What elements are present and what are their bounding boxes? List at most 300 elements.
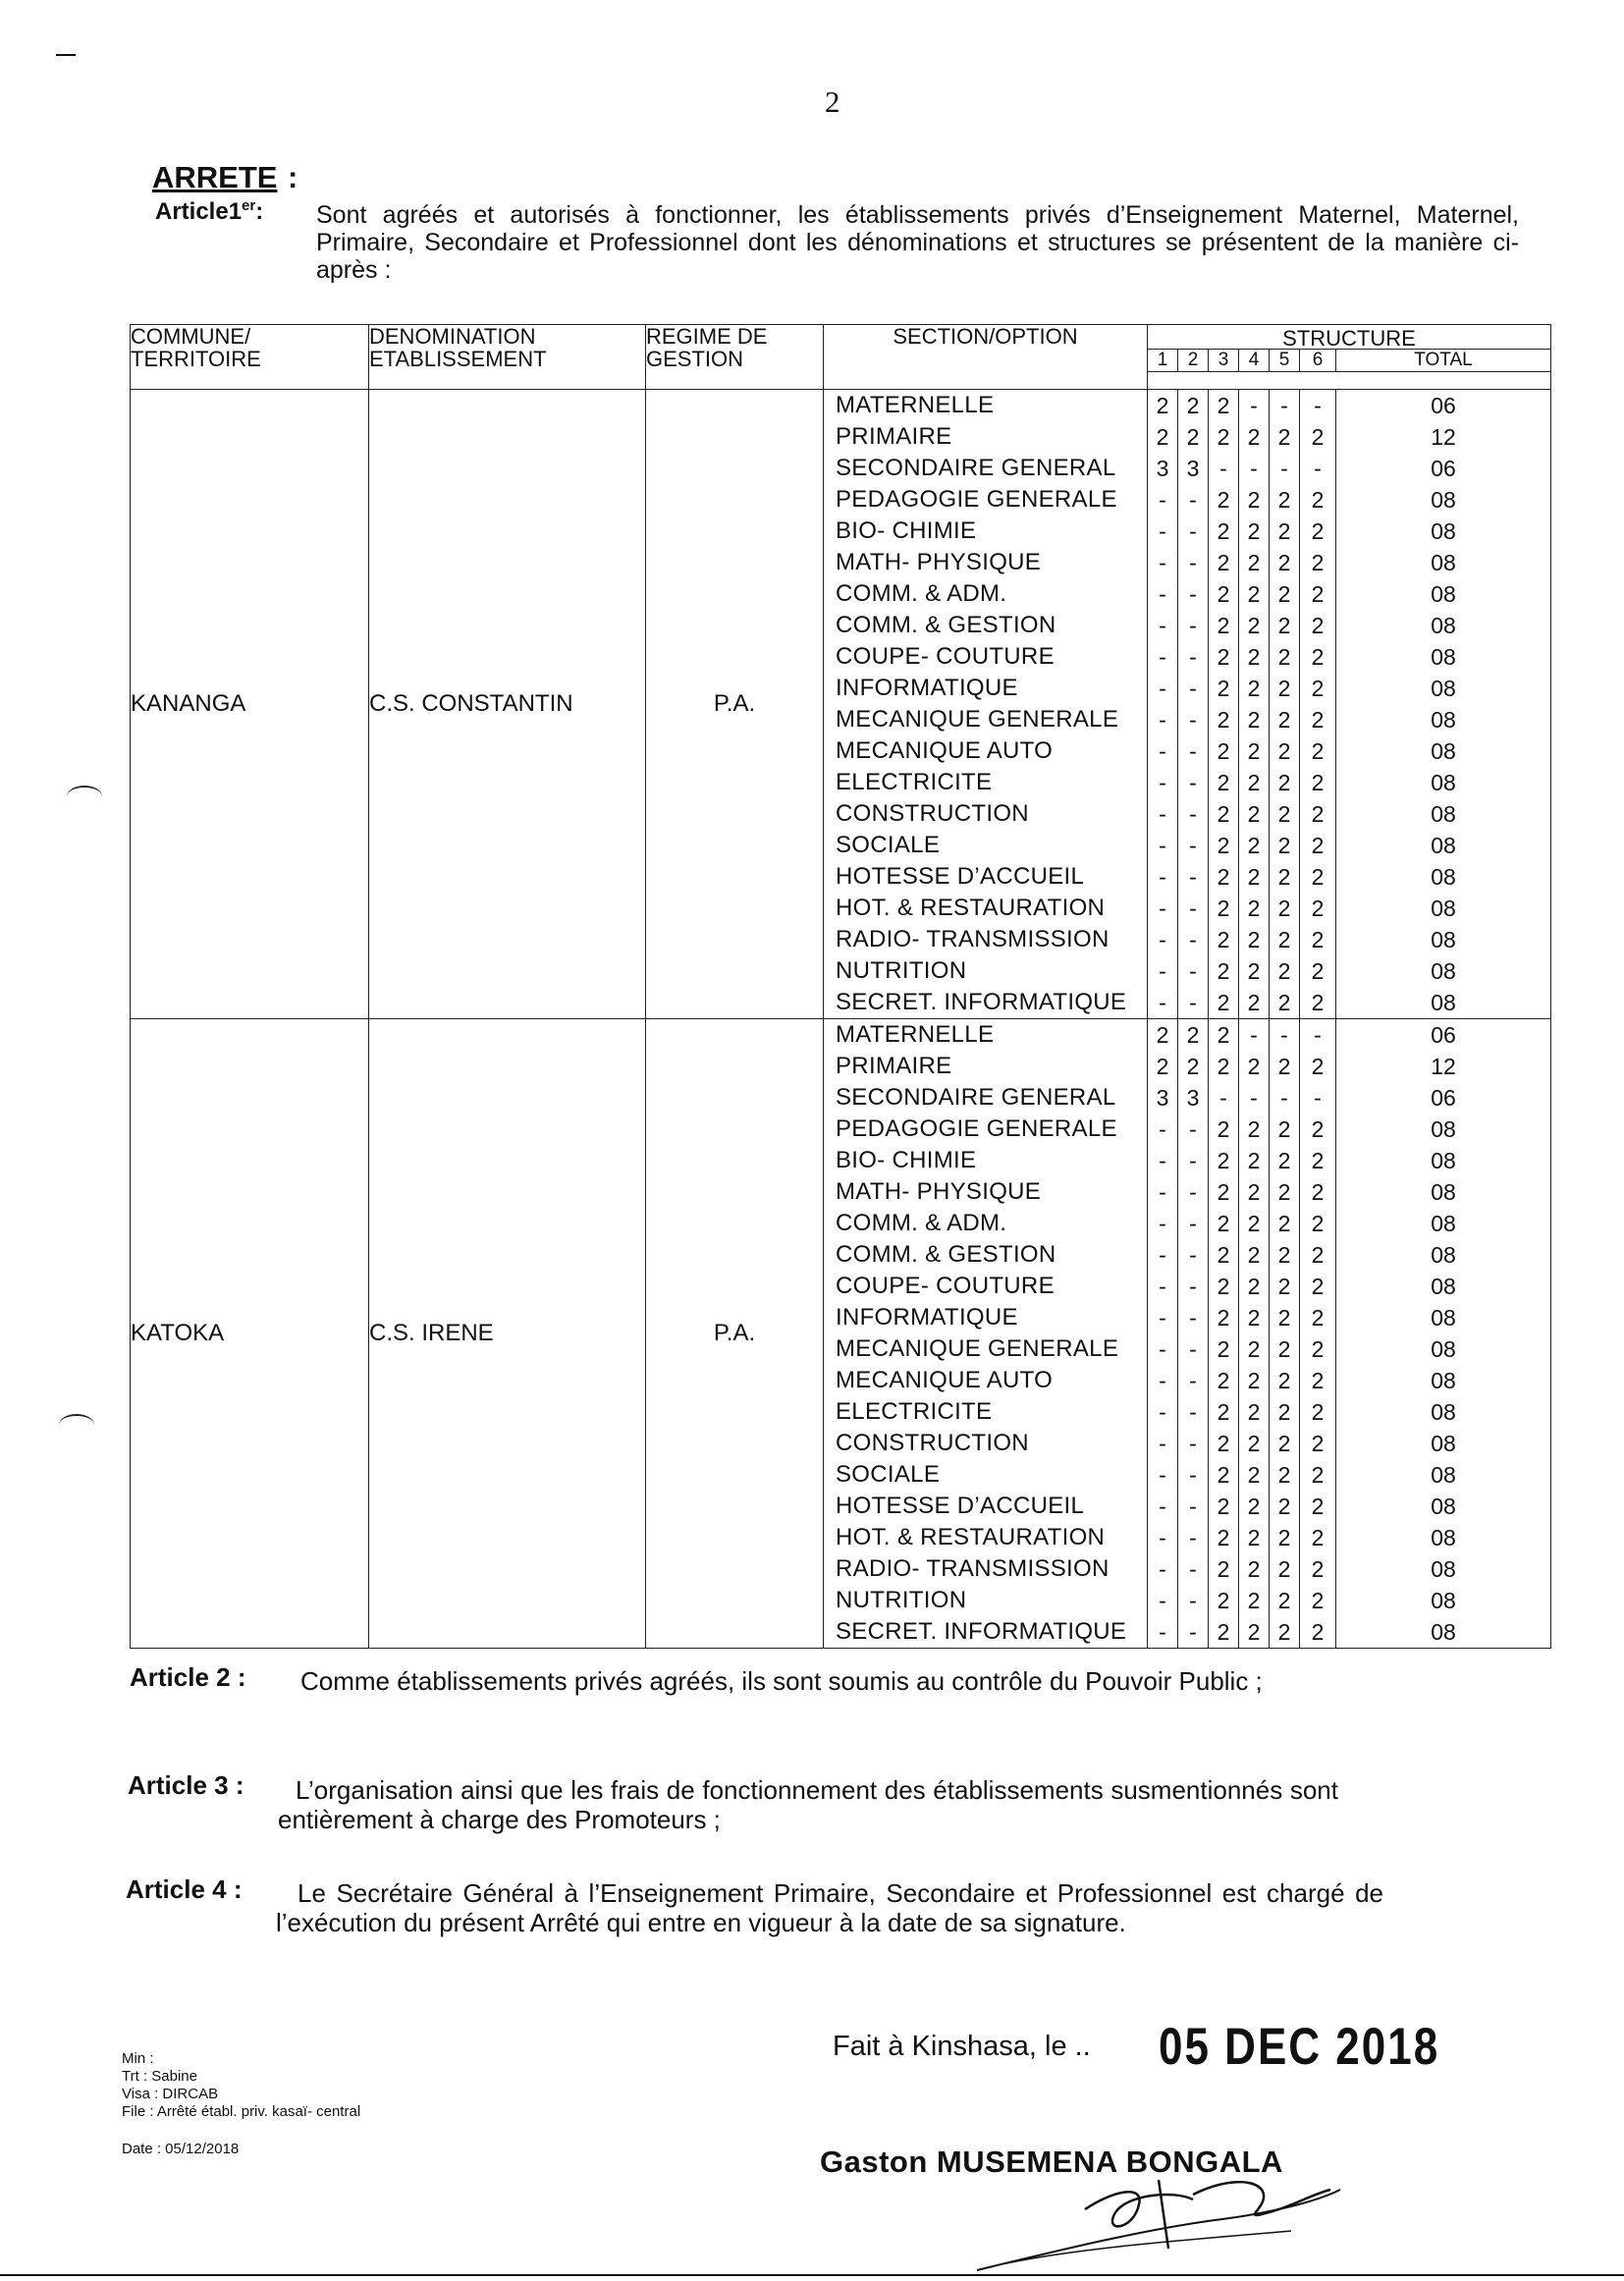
structure-row bbox=[1148, 1145, 1550, 1176]
section-option: SECONDAIRE GENERAL bbox=[836, 455, 1116, 481]
structure-value: 2 bbox=[1270, 1145, 1300, 1176]
section-option: COUPE- COUTURE bbox=[836, 1273, 1055, 1299]
structure-total: 08 bbox=[1431, 1242, 1456, 1268]
section-option: CONSTRUCTION bbox=[836, 800, 1029, 827]
structure-total: 08 bbox=[1431, 770, 1456, 795]
structure-value: 2 bbox=[1209, 578, 1239, 610]
structure-row bbox=[1148, 1302, 1550, 1333]
structure-value: - bbox=[1178, 516, 1209, 547]
structure-value: 3 bbox=[1178, 453, 1209, 484]
structure-col-total: TOTAL bbox=[1414, 350, 1473, 370]
structure-value: 2 bbox=[1300, 673, 1336, 704]
structure-value: 2 bbox=[1239, 1145, 1270, 1176]
structure-value: 2 bbox=[1239, 516, 1270, 547]
structure-row bbox=[1148, 704, 1550, 735]
structure-value: 2 bbox=[1300, 1208, 1336, 1239]
structure-value: 2 bbox=[1209, 390, 1239, 421]
establishment-row bbox=[131, 390, 1551, 1019]
structure-row bbox=[1148, 735, 1550, 767]
structure-value: - bbox=[1148, 484, 1178, 516]
structure-value: - bbox=[1148, 987, 1178, 1018]
article4-label: Article 4 : bbox=[126, 1874, 243, 1904]
structure-col-2: 2 bbox=[1178, 350, 1209, 371]
regime-cell: P.A. bbox=[646, 390, 824, 1019]
structure-value: 2 bbox=[1239, 578, 1270, 610]
structure-total: 08 bbox=[1431, 1274, 1456, 1299]
structure-value: 2 bbox=[1209, 830, 1239, 861]
structure-value: - bbox=[1148, 1271, 1178, 1302]
structure-value: 2 bbox=[1209, 1271, 1239, 1302]
structure-value: - bbox=[1178, 1522, 1209, 1553]
structure-row bbox=[1148, 641, 1550, 673]
structure-value: 2 bbox=[1300, 1051, 1336, 1082]
structure-value: 2 bbox=[1300, 735, 1336, 767]
structure-value: - bbox=[1178, 1145, 1209, 1176]
structure-value: 2 bbox=[1239, 1491, 1270, 1522]
structure-value: 2 bbox=[1270, 547, 1300, 578]
article4-text: Le Secrétaire Général à l’Enseignement Primaire, Secondaire et Professionnel est chargé de l’exécution du présent Arrêté qui entre en vigueur à la date de sa signature. bbox=[276, 1878, 1383, 1937]
structure-value: 2 bbox=[1300, 830, 1336, 861]
structure-row bbox=[1148, 830, 1550, 861]
structure-value: - bbox=[1239, 1082, 1270, 1113]
structure-value: - bbox=[1178, 1113, 1209, 1145]
structure-value: 2 bbox=[1239, 610, 1270, 641]
structure-value: 2 bbox=[1209, 1396, 1239, 1428]
scan-edge-line bbox=[0, 2274, 1624, 2276]
structure-value: - bbox=[1209, 1082, 1239, 1113]
structure-value: 2 bbox=[1270, 1113, 1300, 1145]
structure-row bbox=[1148, 798, 1550, 830]
structure-total: 08 bbox=[1431, 676, 1456, 701]
structure-value: - bbox=[1209, 453, 1239, 484]
structure-value: 2 bbox=[1270, 1491, 1300, 1522]
structure-total: 08 bbox=[1431, 927, 1456, 952]
section-option: PRIMAIRE bbox=[836, 1053, 952, 1079]
structure-value: - bbox=[1178, 1271, 1209, 1302]
structure-value: 2 bbox=[1209, 1145, 1239, 1176]
section-option: SECRET. INFORMATIQUE bbox=[836, 989, 1127, 1015]
structure-value: - bbox=[1148, 1239, 1178, 1271]
structure-value: 2 bbox=[1300, 1459, 1336, 1491]
section-option: NUTRITION bbox=[836, 957, 967, 984]
structure-value: 2 bbox=[1300, 1302, 1336, 1333]
section-list bbox=[824, 390, 1148, 1019]
structure-value: - bbox=[1148, 1208, 1178, 1239]
structure-value: 2 bbox=[1300, 1616, 1336, 1648]
section-option: MECANIQUE AUTO bbox=[836, 737, 1054, 764]
structure-value: - bbox=[1148, 704, 1178, 735]
scan-mark bbox=[56, 54, 76, 56]
structure-total: 06 bbox=[1431, 393, 1456, 418]
structure-value: 2 bbox=[1178, 1051, 1209, 1082]
structure-value: 2 bbox=[1209, 1239, 1239, 1271]
structure-row bbox=[1148, 1019, 1550, 1051]
structure-value: 2 bbox=[1300, 1396, 1336, 1428]
structure-value: - bbox=[1148, 1365, 1178, 1396]
structure-value: 2 bbox=[1209, 1019, 1239, 1051]
structure-value: - bbox=[1148, 1333, 1178, 1365]
structure-values bbox=[1148, 1019, 1551, 1649]
structure-total: 08 bbox=[1431, 738, 1456, 764]
structure-value: 2 bbox=[1300, 704, 1336, 735]
section-option: COMM. & GESTION bbox=[836, 612, 1056, 638]
structure-value: - bbox=[1148, 735, 1178, 767]
date-stamp: 05 DEC 2018 bbox=[1159, 2018, 1440, 2076]
structure-value: - bbox=[1178, 1239, 1209, 1271]
section-option: MATH- PHYSIQUE bbox=[836, 549, 1042, 575]
structure-value: 2 bbox=[1300, 547, 1336, 578]
structure-value: 2 bbox=[1209, 767, 1239, 798]
structure-total: 08 bbox=[1431, 1525, 1456, 1550]
heading-arrete: ARRETE bbox=[152, 160, 278, 194]
structure-value: - bbox=[1148, 893, 1178, 924]
section-option: PEDAGOGIE GENERALE bbox=[836, 486, 1117, 513]
structure-value: 2 bbox=[1300, 767, 1336, 798]
structure-value: - bbox=[1178, 955, 1209, 987]
meta-trt: Trt : Sabine bbox=[122, 2068, 197, 2085]
structure-value: 2 bbox=[1209, 1616, 1239, 1648]
structure-value: - bbox=[1148, 1459, 1178, 1491]
structure-value: 2 bbox=[1209, 924, 1239, 955]
meta-file: File : Arrêté établ. priv. kasaï- central bbox=[122, 2103, 361, 2120]
structure-value: 2 bbox=[1239, 1616, 1270, 1648]
structure-value: - bbox=[1178, 1365, 1209, 1396]
structure-value: 2 bbox=[1270, 1208, 1300, 1239]
structure-value: 2 bbox=[1239, 1176, 1270, 1208]
structure-value: 2 bbox=[1300, 578, 1336, 610]
structure-value: - bbox=[1148, 830, 1178, 861]
section-option: COMM. & GESTION bbox=[836, 1241, 1056, 1268]
structure-value: - bbox=[1178, 578, 1209, 610]
structure-value: - bbox=[1178, 830, 1209, 861]
section-option: HOTESSE D’ACCUEIL bbox=[836, 863, 1085, 890]
structure-value: - bbox=[1300, 1019, 1336, 1051]
structure-row bbox=[1148, 1459, 1550, 1491]
structure-row bbox=[1148, 421, 1550, 453]
section-option: NUTRITION bbox=[836, 1587, 967, 1613]
structure-value: 2 bbox=[1209, 987, 1239, 1018]
structure-row bbox=[1148, 1176, 1550, 1208]
structure-value: - bbox=[1270, 390, 1300, 421]
structure-value: 2 bbox=[1300, 1333, 1336, 1365]
structure-value: 2 bbox=[1239, 421, 1270, 453]
structure-row bbox=[1148, 673, 1550, 704]
structure-value: 2 bbox=[1209, 1428, 1239, 1459]
structure-value: 2 bbox=[1209, 893, 1239, 924]
structure-value: 2 bbox=[1300, 1365, 1336, 1396]
structure-col-4: 4 bbox=[1239, 350, 1270, 371]
structure-total: 08 bbox=[1431, 896, 1456, 921]
structure-row bbox=[1148, 1208, 1550, 1239]
structure-value: 2 bbox=[1270, 987, 1300, 1018]
structure-value: 2 bbox=[1270, 798, 1300, 830]
structure-value: 2 bbox=[1270, 1302, 1300, 1333]
structure-value: - bbox=[1239, 453, 1270, 484]
structure-value: 2 bbox=[1300, 1585, 1336, 1616]
structure-value: 2 bbox=[1239, 798, 1270, 830]
structure-table bbox=[130, 324, 1551, 1649]
structure-value: 2 bbox=[1209, 1208, 1239, 1239]
structure-value: 2 bbox=[1148, 390, 1178, 421]
section-option: COUPE- COUTURE bbox=[836, 643, 1055, 670]
structure-total: 06 bbox=[1431, 1085, 1456, 1111]
structure-value: 2 bbox=[1239, 924, 1270, 955]
structure-value: 2 bbox=[1300, 641, 1336, 673]
structure-value: 2 bbox=[1270, 955, 1300, 987]
structure-value: - bbox=[1178, 861, 1209, 893]
structure-total: 08 bbox=[1431, 1431, 1456, 1456]
structure-value: 2 bbox=[1300, 1553, 1336, 1585]
structure-value: - bbox=[1178, 673, 1209, 704]
structure-value: 2 bbox=[1300, 1271, 1336, 1302]
structure-value: 2 bbox=[1300, 893, 1336, 924]
structure-value: 2 bbox=[1239, 893, 1270, 924]
structure-value: - bbox=[1300, 1082, 1336, 1113]
structure-row bbox=[1148, 547, 1550, 578]
structure-row bbox=[1148, 987, 1550, 1018]
structure-row bbox=[1148, 1271, 1550, 1302]
structure-total: 08 bbox=[1431, 1494, 1456, 1519]
structure-row bbox=[1148, 484, 1550, 516]
article1-text: Sont agréés et autorisés à fonctionner, les établissements privés d’Enseignement Maternel, Maternel, Primaire, Secondaire et Professionnel dont les dénominations et structures se présentent de la manière ci- après : bbox=[316, 201, 1519, 284]
structure-value: 2 bbox=[1209, 1333, 1239, 1365]
structure-row bbox=[1148, 1553, 1550, 1585]
structure-row bbox=[1148, 1333, 1550, 1365]
structure-row bbox=[1148, 1522, 1550, 1553]
structure-total: 08 bbox=[1431, 1305, 1456, 1331]
structure-total: 08 bbox=[1431, 1399, 1456, 1425]
structure-value: - bbox=[1239, 390, 1270, 421]
structure-value: 2 bbox=[1300, 484, 1336, 516]
structure-value: 2 bbox=[1209, 516, 1239, 547]
structure-value: - bbox=[1300, 390, 1336, 421]
structure-value: - bbox=[1148, 1428, 1178, 1459]
structure-col-6: 6 bbox=[1300, 350, 1336, 371]
structure-value: 2 bbox=[1209, 547, 1239, 578]
structure-value: 2 bbox=[1239, 767, 1270, 798]
structure-row bbox=[1148, 610, 1550, 641]
structure-value: 2 bbox=[1209, 861, 1239, 893]
structure-value: 2 bbox=[1148, 1051, 1178, 1082]
structure-value: - bbox=[1178, 1491, 1209, 1522]
structure-value: 2 bbox=[1300, 1522, 1336, 1553]
header-commune: COMMUNE/ TERRITOIRE bbox=[131, 325, 369, 390]
structure-total: 08 bbox=[1431, 833, 1456, 858]
section-option: HOT. & RESTAURATION bbox=[836, 1524, 1106, 1550]
structure-value: 2 bbox=[1300, 1239, 1336, 1271]
structure-value: - bbox=[1148, 1585, 1178, 1616]
structure-value: 2 bbox=[1148, 1019, 1178, 1051]
structure-value: 2 bbox=[1300, 1176, 1336, 1208]
structure-total: 08 bbox=[1431, 1179, 1456, 1205]
structure-row bbox=[1148, 893, 1550, 924]
structure-value: - bbox=[1270, 1019, 1300, 1051]
structure-total: 06 bbox=[1431, 1022, 1456, 1048]
structure-total: 08 bbox=[1431, 487, 1456, 513]
section-option: BIO- CHIMIE bbox=[836, 1147, 977, 1173]
structure-value: 2 bbox=[1209, 1302, 1239, 1333]
structure-value: 2 bbox=[1239, 1271, 1270, 1302]
structure-value: 2 bbox=[1239, 484, 1270, 516]
structure-value: 2 bbox=[1270, 484, 1300, 516]
structure-value: - bbox=[1178, 1333, 1209, 1365]
structure-value: 2 bbox=[1270, 1333, 1300, 1365]
structure-value: - bbox=[1148, 578, 1178, 610]
place-date-line: Fait à Kinshasa, le .. bbox=[833, 2031, 1091, 2062]
commune-cell: KATOKA bbox=[131, 1019, 369, 1649]
structure-value: - bbox=[1178, 1616, 1209, 1648]
article2-label: Article 2 : bbox=[130, 1662, 246, 1692]
structure-value: - bbox=[1178, 893, 1209, 924]
structure-value: - bbox=[1178, 798, 1209, 830]
margin-bracket-mark bbox=[67, 786, 102, 807]
structure-value: 2 bbox=[1209, 1113, 1239, 1145]
structure-value: 2 bbox=[1178, 421, 1209, 453]
structure-value: 3 bbox=[1178, 1082, 1209, 1113]
structure-value: 2 bbox=[1270, 1365, 1300, 1396]
article2-text: Comme établissements privés agréés, ils sont soumis au contrôle du Pouvoir Public ; bbox=[300, 1666, 1263, 1696]
structure-value: 2 bbox=[1300, 610, 1336, 641]
structure-value: 2 bbox=[1209, 1585, 1239, 1616]
structure-value: 2 bbox=[1239, 1585, 1270, 1616]
structure-row bbox=[1148, 1051, 1550, 1082]
article3-label: Article 3 : bbox=[128, 1770, 244, 1800]
section-option: SOCIALE bbox=[836, 1461, 941, 1488]
article3-text: L’organisation ainsi que les frais de fonctionnement des établissements susmentionnés sont entièrement à charge des Promoteurs ; bbox=[278, 1775, 1338, 1834]
section-option: SOCIALE bbox=[836, 832, 941, 858]
structure-value: - bbox=[1148, 861, 1178, 893]
structure-value: 2 bbox=[1209, 1459, 1239, 1491]
structure-col-5: 5 bbox=[1270, 350, 1300, 371]
structure-value: 2 bbox=[1209, 421, 1239, 453]
structure-row bbox=[1148, 1365, 1550, 1396]
structure-row bbox=[1148, 767, 1550, 798]
structure-value: 2 bbox=[1239, 1333, 1270, 1365]
structure-value: - bbox=[1148, 1302, 1178, 1333]
structure-value: 2 bbox=[1209, 1491, 1239, 1522]
structure-value: 2 bbox=[1209, 1522, 1239, 1553]
section-option: ELECTRICITE bbox=[836, 1398, 993, 1425]
margin-bracket-mark bbox=[59, 1414, 94, 1436]
structure-value: 2 bbox=[1239, 673, 1270, 704]
structure-value: 2 bbox=[1300, 987, 1336, 1018]
structure-total: 08 bbox=[1431, 581, 1456, 607]
structure-value: 2 bbox=[1270, 924, 1300, 955]
structure-value: 2 bbox=[1270, 1553, 1300, 1585]
structure-value: 2 bbox=[1270, 704, 1300, 735]
structure-value: 2 bbox=[1270, 735, 1300, 767]
structure-row bbox=[1148, 1585, 1550, 1616]
structure-value: - bbox=[1148, 547, 1178, 578]
structure-col-3: 3 bbox=[1209, 350, 1239, 371]
structure-value: - bbox=[1148, 641, 1178, 673]
structure-total: 08 bbox=[1431, 707, 1456, 733]
structure-total: 08 bbox=[1431, 990, 1456, 1015]
structure-value: 2 bbox=[1300, 955, 1336, 987]
school-name-cell: C.S. CONSTANTIN bbox=[369, 390, 646, 1019]
structure-value: 2 bbox=[1270, 1396, 1300, 1428]
structure-row bbox=[1148, 924, 1550, 955]
structure-value: - bbox=[1148, 1491, 1178, 1522]
structure-value: 2 bbox=[1300, 421, 1336, 453]
structure-total: 08 bbox=[1431, 550, 1456, 575]
handwritten-signature bbox=[967, 2160, 1438, 2278]
section-option: MECANIQUE GENERALE bbox=[836, 706, 1119, 733]
structure-value: 2 bbox=[1239, 1113, 1270, 1145]
structure-value: 2 bbox=[1209, 1051, 1239, 1082]
structure-value: - bbox=[1178, 1428, 1209, 1459]
structure-value: 2 bbox=[1239, 735, 1270, 767]
header-section: SECTION/OPTION bbox=[824, 325, 1148, 390]
signatory-name: Gaston MUSEMENA BONGALA bbox=[820, 2145, 1283, 2179]
structure-row bbox=[1148, 1396, 1550, 1428]
section-option: SECRET. INFORMATIQUE bbox=[836, 1618, 1127, 1645]
section-option: MECANIQUE AUTO bbox=[836, 1367, 1054, 1393]
structure-row bbox=[1148, 578, 1550, 610]
section-option: ELECTRICITE bbox=[836, 769, 993, 795]
structure-value: 2 bbox=[1270, 1051, 1300, 1082]
structure-value: 2 bbox=[1300, 516, 1336, 547]
structure-value: - bbox=[1148, 1145, 1178, 1176]
section-option: RADIO- TRANSMISSION bbox=[836, 926, 1110, 952]
structure-value: 2 bbox=[1209, 484, 1239, 516]
structure-total: 08 bbox=[1431, 1211, 1456, 1236]
structure-value: 2 bbox=[1239, 547, 1270, 578]
structure-value: 2 bbox=[1270, 767, 1300, 798]
structure-total: 08 bbox=[1431, 1116, 1456, 1142]
heading-colon: : bbox=[288, 160, 298, 194]
structure-value: 2 bbox=[1270, 1239, 1300, 1271]
structure-col-1: 1 bbox=[1148, 350, 1178, 371]
section-option: HOT. & RESTAURATION bbox=[836, 895, 1106, 921]
section-option: RADIO- TRANSMISSION bbox=[836, 1555, 1110, 1582]
structure-total: 12 bbox=[1431, 424, 1456, 450]
structure-total: 08 bbox=[1431, 613, 1456, 638]
section-option: MECANIQUE GENERALE bbox=[836, 1335, 1119, 1362]
structure-value: 2 bbox=[1270, 1585, 1300, 1616]
regime-cell: P.A. bbox=[646, 1019, 824, 1649]
structure-total: 08 bbox=[1431, 1462, 1456, 1488]
section-list bbox=[824, 1019, 1148, 1649]
page-number: 2 bbox=[825, 84, 840, 119]
section-option: BIO- CHIMIE bbox=[836, 517, 977, 544]
section-option: COMM. & ADM. bbox=[836, 580, 1007, 607]
structure-value: - bbox=[1239, 1019, 1270, 1051]
section-option: PEDAGOGIE GENERALE bbox=[836, 1115, 1117, 1142]
structure-value: 2 bbox=[1270, 641, 1300, 673]
section-option: SECONDAIRE GENERAL bbox=[836, 1084, 1116, 1111]
structure-value: 2 bbox=[1270, 1522, 1300, 1553]
structure-value: 2 bbox=[1239, 1396, 1270, 1428]
structure-value: - bbox=[1178, 924, 1209, 955]
structure-row bbox=[1148, 861, 1550, 893]
structure-value: 2 bbox=[1300, 1113, 1336, 1145]
structure-value: 2 bbox=[1239, 1428, 1270, 1459]
structure-row bbox=[1148, 516, 1550, 547]
structure-value: 2 bbox=[1209, 704, 1239, 735]
structure-row bbox=[1148, 955, 1550, 987]
structure-value: - bbox=[1148, 1616, 1178, 1648]
structure-value: - bbox=[1148, 1553, 1178, 1585]
structure-value: - bbox=[1178, 1208, 1209, 1239]
structure-total: 08 bbox=[1431, 1588, 1456, 1613]
structure-value: - bbox=[1270, 453, 1300, 484]
structure-value: 3 bbox=[1148, 453, 1178, 484]
structure-value: 2 bbox=[1148, 421, 1178, 453]
structure-value: 2 bbox=[1270, 893, 1300, 924]
section-option: PRIMAIRE bbox=[836, 423, 952, 450]
structure-value: - bbox=[1148, 673, 1178, 704]
